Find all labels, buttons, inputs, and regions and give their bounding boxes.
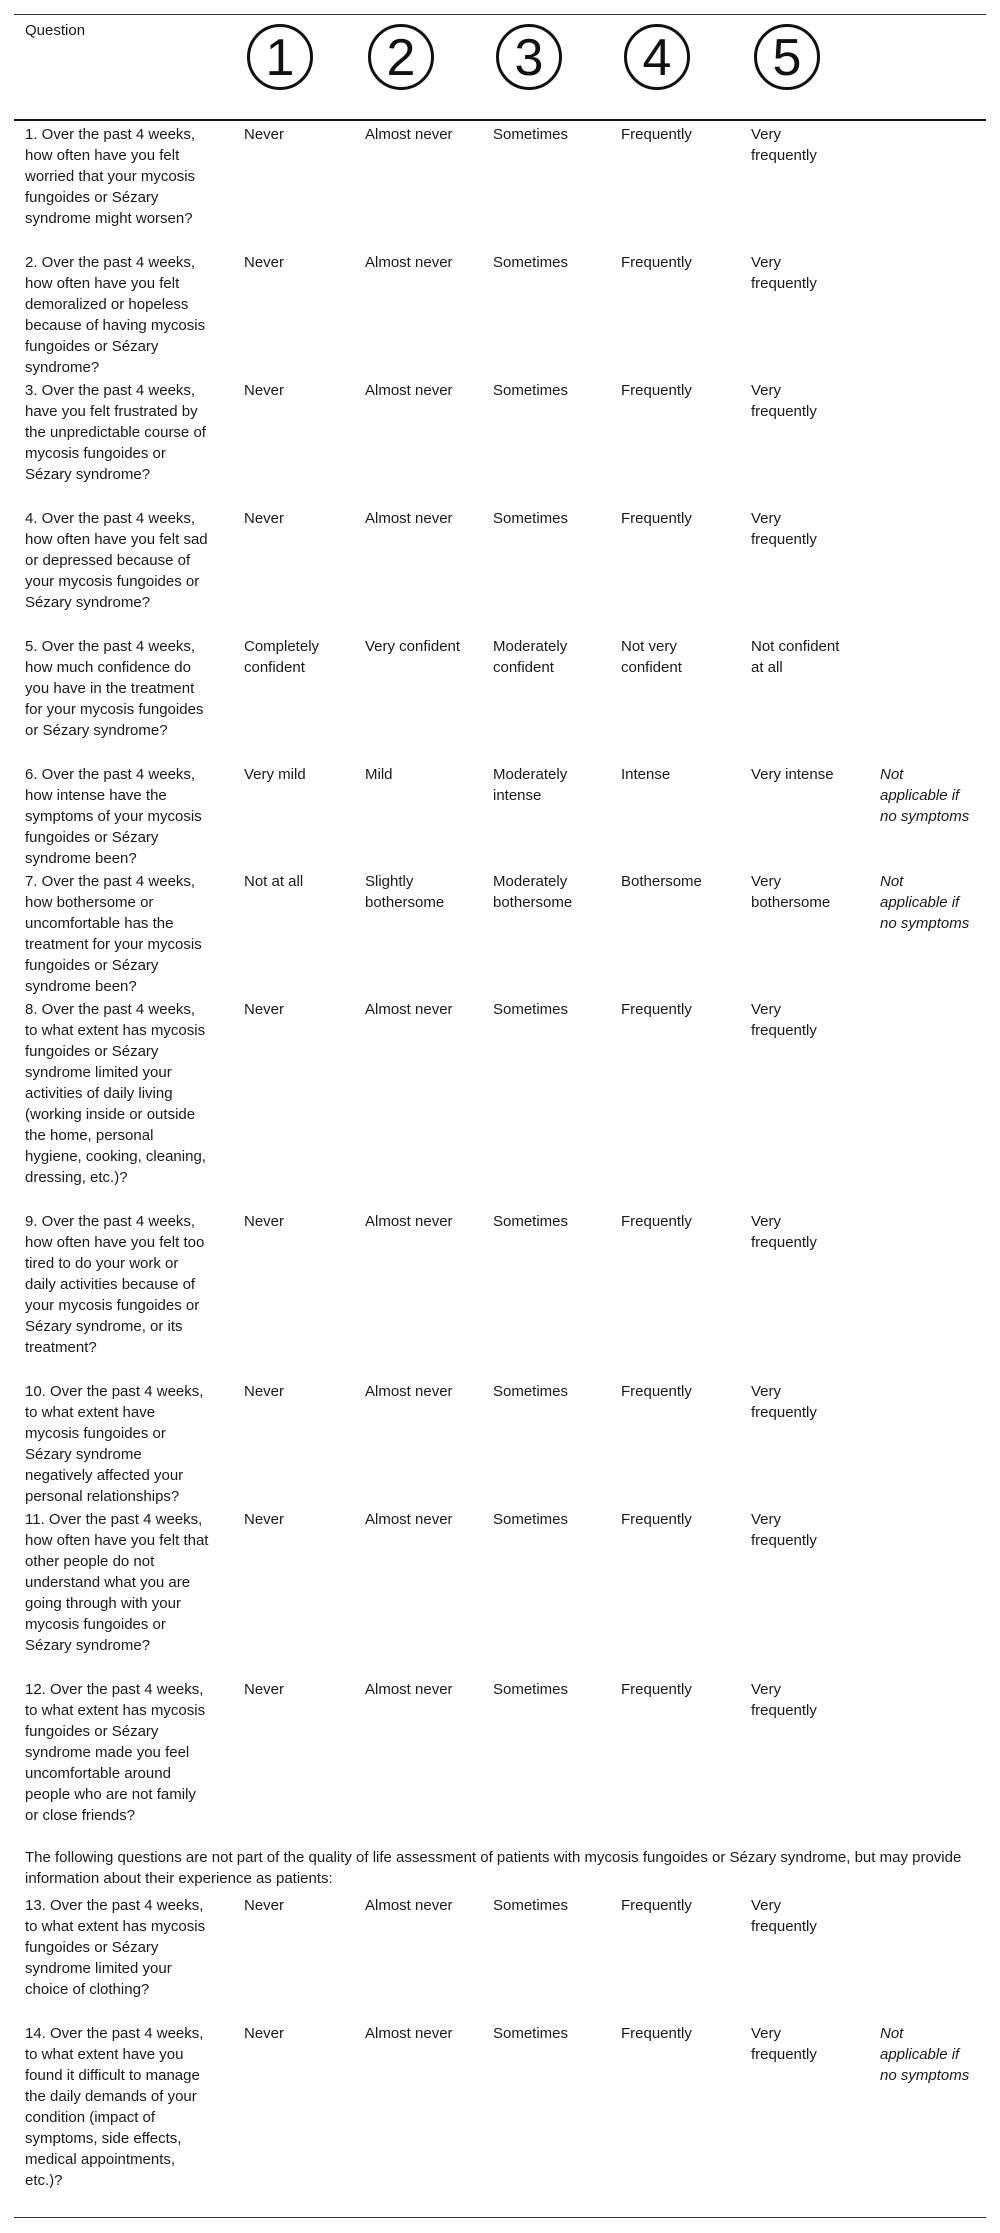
answer-3: Sometimes: [493, 126, 569, 143]
question-text: 14. Over the past 4 weeks, to what extent have you found it difficult to manage the daily demands of your condition (impact of symptoms, side effects, medical appointments, etc.)?: [25, 2025, 204, 2189]
question-text: 5. Over the past 4 weeks, how much confidence do you have in the treatment for your mycosis fungoides or Sézary syndrome?: [25, 638, 204, 739]
answer-5: Not confident at all: [751, 638, 840, 676]
answer-4: Frequently: [621, 2025, 692, 2042]
scale-2-circle-icon: 2: [368, 24, 434, 90]
answer-5: Very bothersome: [751, 873, 831, 911]
not-applicable-note: Not applicable if no symptoms: [880, 873, 970, 932]
question-text: 3. Over the past 4 weeks, have you felt frustrated by the unpredictable course of mycosis fungoides or Sézary syndrome?: [25, 382, 206, 483]
answer-4: Frequently: [621, 1213, 692, 1230]
answer-2: Very confident: [365, 638, 461, 655]
scale-3-circle-icon: 3: [496, 24, 562, 90]
answer-2: Slightly bothersome: [365, 873, 445, 911]
answer-3: Sometimes: [493, 1213, 569, 1230]
question-text: 2. Over the past 4 weeks, how often have you felt demoralized or hopeless because of having mycosis fungoides or Sézary syndrome?: [25, 254, 206, 376]
answer-1: Completely confident: [244, 638, 320, 676]
not-applicable-note: Not applicable if no symptoms: [880, 2025, 970, 2084]
answer-1: Never: [244, 510, 285, 527]
question-text: 10. Over the past 4 weeks, to what extent have mycosis fungoides or Sézary syndrome negatively affected your personal relationships?: [25, 1383, 204, 1505]
answer-2: Almost never: [365, 126, 453, 143]
answer-3: Moderately confident: [493, 638, 568, 676]
answer-3: Sometimes: [493, 510, 569, 527]
answer-4: Frequently: [621, 254, 692, 271]
answer-4: Not very confident: [621, 638, 682, 676]
answer-1: Never: [244, 1383, 285, 1400]
table-top-rule: [14, 14, 986, 15]
answer-5: Very frequently: [751, 1511, 817, 1549]
answer-4: Frequently: [621, 1511, 692, 1528]
answer-4: Frequently: [621, 1383, 692, 1400]
answer-2: Almost never: [365, 382, 453, 399]
answer-1: Never: [244, 1681, 285, 1698]
answer-3: Sometimes: [493, 1001, 569, 1018]
answer-2: Almost never: [365, 1511, 453, 1528]
question-text: 4. Over the past 4 weeks, how often have you felt sad or depressed because of your mycosis fungoides or Sézary syndrome?: [25, 510, 208, 611]
answer-1: Never: [244, 254, 285, 271]
answer-5: Very frequently: [751, 1001, 817, 1039]
answer-2: Almost never: [365, 1897, 453, 1914]
answer-3: Moderately intense: [493, 766, 568, 804]
answer-3: Sometimes: [493, 254, 569, 271]
answer-4: Frequently: [621, 1001, 692, 1018]
answer-2: Almost never: [365, 1213, 453, 1230]
answer-1: Not at all: [244, 873, 304, 890]
answer-5: Very frequently: [751, 2025, 817, 2063]
answer-3: Sometimes: [493, 1897, 569, 1914]
answer-3: Sometimes: [493, 2025, 569, 2042]
answer-2: Almost never: [365, 1681, 453, 1698]
question-text: 7. Over the past 4 weeks, how bothersome or uncomfortable has the treatment for your mycosis fungoides or Sézary syndrome been?: [25, 873, 202, 995]
answer-1: Very mild: [244, 766, 306, 783]
answer-1: Never: [244, 1213, 285, 1230]
not-applicable-note: Not applicable if no symptoms: [880, 766, 970, 825]
answer-3: Sometimes: [493, 382, 569, 399]
answer-2: Mild: [365, 766, 393, 783]
question-text: 9. Over the past 4 weeks, how often have you felt too tired to do your work or daily activities because of your mycosis fungoides or Sézary syndrome, or its treatment?: [25, 1213, 205, 1356]
answer-1: Never: [244, 1897, 285, 1914]
answer-1: Never: [244, 382, 285, 399]
answer-5: Very frequently: [751, 1383, 817, 1421]
answer-4: Bothersome: [621, 873, 702, 890]
answer-4: Frequently: [621, 126, 692, 143]
question-text: 12. Over the past 4 weeks, to what extent has mycosis fungoides or Sézary syndrome made you feel uncomfortable around people who are not family or close friends?: [25, 1681, 206, 1824]
question-column-header: Question: [25, 22, 86, 39]
question-text: 6. Over the past 4 weeks, how intense have the symptoms of your mycosis fungoides or Sézary syndrome been?: [25, 766, 202, 867]
answer-1: Never: [244, 126, 285, 143]
table-bottom-rule: [14, 2217, 986, 2218]
answer-4: Intense: [621, 766, 671, 783]
answer-1: Never: [244, 1001, 285, 1018]
answer-5: Very frequently: [751, 1897, 817, 1935]
answer-5: Very frequently: [751, 126, 817, 164]
answer-4: Frequently: [621, 1681, 692, 1698]
answer-4: Frequently: [621, 1897, 692, 1914]
answer-2: Almost never: [365, 1383, 453, 1400]
answer-4: Frequently: [621, 382, 692, 399]
answer-5: Very frequently: [751, 382, 817, 420]
answer-5: Very frequently: [751, 1681, 817, 1719]
question-text: 1. Over the past 4 weeks, how often have you felt worried that your mycosis fungoides or Sézary syndrome might worsen?: [25, 126, 196, 227]
answer-2: Almost never: [365, 510, 453, 527]
header-rule: [14, 119, 986, 121]
question-text: 8. Over the past 4 weeks, to what extent has mycosis fungoides or Sézary syndrome limited your activities of daily living (working inside or outside the home, personal hygiene, cooking, cleaning, dressing, etc.)?: [25, 1001, 206, 1186]
scale-4-circle-icon: 4: [624, 24, 690, 90]
answer-2: Almost never: [365, 2025, 453, 2042]
answer-1: Never: [244, 1511, 285, 1528]
answer-1: Never: [244, 2025, 285, 2042]
answer-3: Sometimes: [493, 1511, 569, 1528]
question-text: 13. Over the past 4 weeks, to what extent has mycosis fungoides or Sézary syndrome limited your choice of clothing?: [25, 1897, 206, 1998]
answer-4: Frequently: [621, 510, 692, 527]
scale-5-circle-icon: 5: [754, 24, 820, 90]
answer-2: Almost never: [365, 254, 453, 271]
answer-3: Sometimes: [493, 1383, 569, 1400]
scale-1-circle-icon: 1: [247, 24, 313, 90]
answer-5: Very frequently: [751, 1213, 817, 1251]
answer-3: Moderately bothersome: [493, 873, 573, 911]
supplementary-questions-note: The following questions are not part of the quality of life assessment of patients with mycosis fungoides or Sézary syndrome, but may provide information about their experience as patients:: [25, 1849, 962, 1887]
answer-2: Almost never: [365, 1001, 453, 1018]
answer-5: Very frequently: [751, 510, 817, 548]
answer-3: Sometimes: [493, 1681, 569, 1698]
answer-5: Very frequently: [751, 254, 817, 292]
question-text: 11. Over the past 4 weeks, how often have you felt that other people do not understand what you are going through with your mycosis fungoides or Sézary syndrome?: [25, 1511, 209, 1654]
answer-5: Very intense: [751, 766, 834, 783]
